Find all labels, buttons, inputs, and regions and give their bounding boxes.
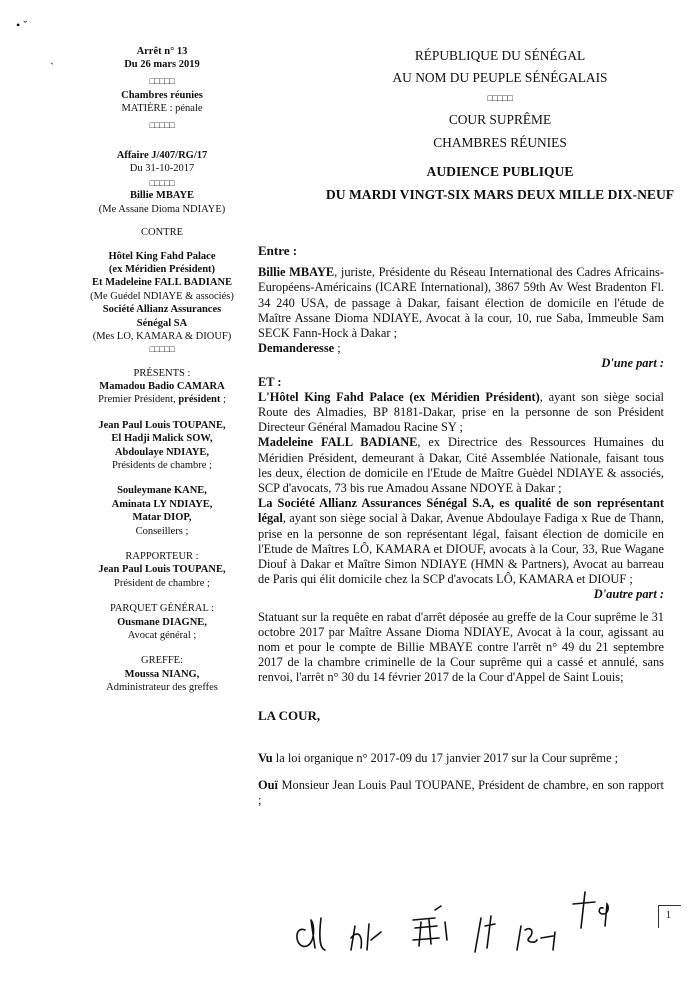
party3-name2: Sénégal SA [136,317,188,329]
president-title: Premier Président, président ; [98,394,226,406]
party3-paragraph: Madeleine FALL BADIANE, ex Directrice des Ressources Humaines du Méridien Président, demeurant à Dakar, Cité Assemblée Nationale, faisant tous les deux, élection de domicile en l'Etude de Maître Guèdel NDIAYE & associés, SCP d'avocats, 73 bis rue Amadou Assane NDOYE à Dakar ; [258,435,664,496]
affaire-date: Du 31-10-2017 [129,163,195,175]
handwritten-initials [285,880,655,960]
main-body [258,243,664,809]
party1-name: Billie MBAYE [129,190,195,202]
la-cour: LA COUR, [258,707,321,723]
separator: □□□□□ [149,119,175,130]
republique: RÉPUBLIQUE DU SÉNÉGAL [414,48,586,63]
dune-part: D'une part : [601,356,664,371]
president-chambre-1: Jean Paul Louis TOUPANE, [98,419,226,431]
party3-name: Société Allianz Assurances [102,304,222,316]
parquet-title: Avocat général ; [127,630,197,641]
party2-counsel: (Me Guédel NDIAYE & associés) [90,290,234,302]
left-column [62,45,262,695]
party4-paragraph: La Société Allianz Assurances Sénégal S.A, es qualité de son représentant légal, ayant son siège social à Dakar, Avenue Abdoulaye Fadiga x Rue de Thann, prise en la personne de son représentant légal, faisant élection de domicile en l'Etude de Maîtres LÔ, KAMARA et DIOUF, avocats à la Cour, 33, Rue Wagane Diouf à Dakar et Maître Simon NDIAYE (HMN & Partners), Avocat au barreau de Paris qui élit domicile chez la SCP d'avocats LÔ, KAMARA et DIOUF ; [258,496,664,587]
party2-and: Et Madeleine FALL BADIANE [91,277,233,289]
presidents-title: Présidents de chambre ; [111,459,212,471]
greffe-label: GREFFE: [140,655,183,667]
party2-name: Hôtel King Fahd Palace [108,250,216,262]
rapporteur-name: Jean Paul Louis TOUPANE, [98,564,226,576]
greffe-name: Moussa NIANG, [124,668,200,680]
party3-counsel: (Mes LO, KAMARA & DIOUF) [92,331,232,343]
party2-paragraph: L'Hôtel King Fahd Palace (ex Méridien Président), ayant son siège social Route des Almadies, BP 8181-Dakar, prise en la personne de son Président Directeur Général Mamadou Racine SY ; [258,389,664,435]
arret-date: Du 26 mars 2019 [124,59,200,71]
rapporteur-label: RAPPORTEUR : [125,550,199,562]
conseiller-2: Aminata LY NDIAYE, [111,498,213,510]
page-number: 1 [666,910,671,921]
oui-paragraph: Ouï Monsieur Jean Louis Paul TOUPANE, Président de chambre, en son rapport ; [258,778,664,808]
separator: □□□□□ [487,93,513,103]
matiere: MATIÈRE : pénale [121,103,203,115]
chambres-reunies: Chambres réunies [121,89,203,101]
demanderesse: Demanderesse ; [258,341,341,356]
arret-number: Arrêt n° 13 [136,46,188,57]
separator: □□□□□ [149,178,175,189]
president-name: Mamadou Badio CAMARA [99,380,225,392]
conseiller-3: Matar DIOP, [132,512,192,524]
parquet-label: PARQUET GÉNÉRAL : [109,603,215,615]
separator: □□□□□ [149,75,175,86]
chambres-reunies-header: CHAMBRES RÉUNIES [433,135,567,150]
scan-mark-tick: ˋ [50,60,54,74]
greffe-title: Administrateur des greffes [106,682,218,694]
statuant-paragraph: Statuant sur la requête en rabat d'arrêt déposée au greffe de la Cour suprême le 31 octobre 2017 par Maître Assane Dioma NDIAYE, Avocat à la cour, agissant au nom et pour le compte de Billie MBAYE contre l'arrêt n° 49 du 21 septembre 2017 de la chambre criminelle de la Cour suprême qui a cassé et annulé, sans renvoi, l'arrêt n° 30 du 14 février 2017 de la Cour d'Appel de Saint Louis; [258,609,664,685]
affaire-number: Affaire J/407/RG/17 [116,149,208,161]
peuple: AU NOM DU PEUPLE SÉNÉGALAIS [392,70,608,85]
audience-date: DU MARDI VINGT-SIX MARS DEUX MILLE DIX-NEUF [325,187,675,202]
president-chambre-3: Abdoulaye NDIAYE, [114,446,210,458]
party1-counsel: (Me Assane Dioma NDIAYE) [98,203,226,215]
document-header [300,47,699,203]
et: ET : [258,374,282,389]
party1-paragraph: Billie MBAYE, juriste, Présidente du Réseau International des Cadres Africains-Européens-Américains (ICARE International), 3867 59th Av West Bradenton Fl. 34 240 USA, de passage à Dakar, faisant élection de domicile en l'étude de Maître Assane Dioma NDIAYE, Avocat à la cour, 10, rue Saba, Immeuble Sam SECK Fann-Hock à Dakar ; [258,265,664,341]
audience-publique: AUDIENCE PUBLIQUE [426,164,574,179]
contre: CONTRE [141,227,183,239]
cour-supreme: COUR SUPRÊME [448,112,552,127]
conseillers-title: Conseillers ; [135,525,189,537]
separator: □□□□□ [149,343,175,354]
president-chambre-2: El Hadji Malick SOW, [111,433,213,445]
presents-label: PRÉSENTS : [133,367,191,379]
vu-paragraph: Vu la loi organique n° 2017-09 du 17 janvier 2017 sur la Cour suprême ; [258,750,619,765]
entre: Entre : [258,243,298,258]
dautre-part: D'autre part : [593,587,664,602]
party2-sub: (ex Méridien Président) [108,264,216,276]
rapporteur-title: Président de chambre ; [114,577,210,589]
conseiller-1: Souleymane KANE, [117,485,207,497]
scan-mark-dots: • ˇ [16,18,28,32]
parquet-name: Ousmane DIAGNE, [117,616,207,628]
